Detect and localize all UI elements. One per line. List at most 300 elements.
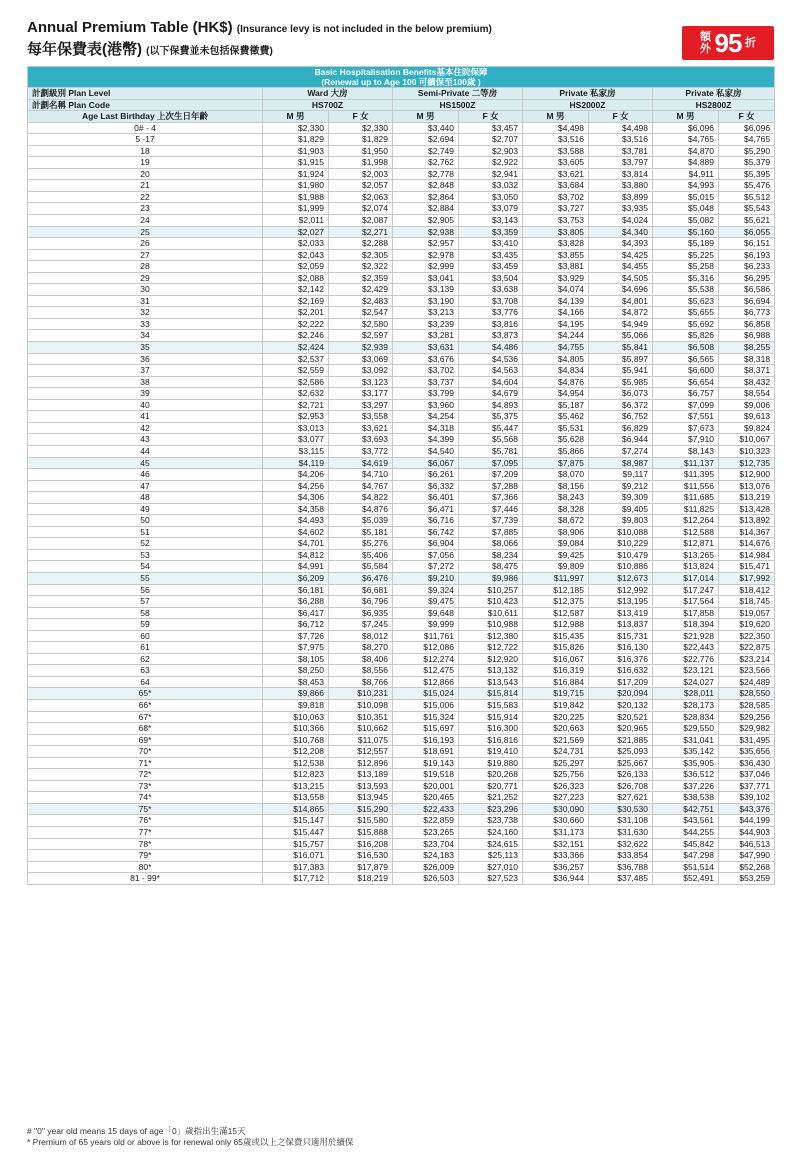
age-cell: 19 [28,157,263,169]
premium-cell: $8,406 [329,653,393,665]
premium-cell: $4,755 [523,342,589,354]
premium-cell: $2,721 [263,399,329,411]
title-chinese [27,40,787,62]
premium-cell: $6,332 [393,480,459,492]
premium-cell: $1,980 [263,180,329,192]
premium-cell: $12,208 [263,746,329,758]
premium-cell: $25,297 [523,757,589,769]
premium-cell: $11,137 [653,457,719,469]
premium-cell: $3,799 [393,388,459,400]
table-row [28,526,775,538]
title-zh-note: (以下保費並未包括保費徵費) [146,46,273,57]
premium-cell: $10,229 [589,538,653,550]
premium-cell: $4,256 [263,480,329,492]
premium-cell: $42,751 [653,803,719,815]
premium-cell: $4,911 [653,168,719,180]
premium-cell: $3,702 [523,191,589,203]
premium-cell: $13,558 [263,792,329,804]
premium-cell: $3,504 [459,272,523,284]
premium-cell: $4,993 [653,180,719,192]
premium-cell: $12,673 [589,572,653,584]
premium-cell: $2,537 [263,353,329,365]
premium-cell: $3,457 [459,122,523,134]
premium-cell: $3,702 [393,365,459,377]
premium-cell: $8,453 [263,676,329,688]
premium-cell: $22,875 [719,642,775,654]
table-row [28,861,775,873]
premium-cell: $7,975 [263,642,329,654]
premium-cell: $3,440 [393,122,459,134]
premium-cell: $4,765 [719,134,775,146]
premium-cell: $15,580 [329,815,393,827]
premium-cell: $15,447 [263,827,329,839]
premium-cell: $12,871 [653,538,719,550]
discount-prefix-bottom: 外 [700,43,712,55]
premium-cell: $4,024 [589,215,653,227]
premium-cell: $2,597 [329,330,393,342]
premium-cell: $21,569 [523,734,589,746]
premium-cell: $22,443 [653,642,719,654]
premium-cell: $7,366 [459,492,523,504]
premium-cell: $10,351 [329,711,393,723]
age-cell: 41 [28,411,263,423]
table-row [28,157,775,169]
premium-cell: $5,623 [653,295,719,307]
premium-cell: $4,340 [589,226,653,238]
table-row [28,191,775,203]
premium-cell: $5,187 [523,399,589,411]
premium-cell: $3,929 [523,272,589,284]
premium-cell: $3,190 [393,295,459,307]
premium-cell: $8,270 [329,642,393,654]
age-cell: 48 [28,492,263,504]
premium-cell: $23,296 [459,803,523,815]
premium-cell: $7,739 [459,515,523,527]
premium-cell: $3,753 [523,215,589,227]
table-row [28,434,775,446]
premium-cell: $17,858 [653,607,719,619]
premium-cell: $9,425 [523,549,589,561]
premium-cell: $6,752 [589,411,653,423]
premium-cell: $4,893 [459,399,523,411]
premium-cell: $16,130 [589,642,653,654]
premium-cell: $12,866 [393,676,459,688]
premium-cell: $4,498 [589,122,653,134]
premium-cell: $8,556 [329,665,393,677]
premium-cell: $4,493 [263,515,329,527]
premium-cell: $15,471 [719,561,775,573]
banner-line-1: Basic Hospitalisation Benefits基本住院保障 [314,67,488,77]
gender-header: F 女 [329,111,393,123]
age-cell: 18 [28,145,263,157]
premium-cell: $2,222 [263,318,329,330]
table-row [28,284,775,296]
age-cell: 39 [28,388,263,400]
premium-cell: $2,043 [263,249,329,261]
premium-cell: $12,587 [523,607,589,619]
premium-cell: $28,550 [719,688,775,700]
age-cell: 61 [28,642,263,654]
premium-cell: $4,801 [589,295,653,307]
premium-cell: $36,257 [523,861,589,873]
table-row [28,168,775,180]
premium-cell: $5,476 [719,180,775,192]
premium-cell: $16,530 [329,850,393,862]
premium-cell: $6,073 [589,388,653,400]
table-row [28,515,775,527]
premium-cell: $24,027 [653,676,719,688]
age-cell: 56 [28,584,263,596]
premium-cell: $3,631 [393,342,459,354]
premium-cell: $7,099 [653,399,719,411]
premium-cell: $3,032 [459,180,523,192]
age-cell: 64 [28,676,263,688]
premium-cell: $6,096 [719,122,775,134]
discount-prefix-top: 額 [700,31,712,43]
premium-cell: $53,259 [719,873,775,885]
premium-cell: $10,067 [719,434,775,446]
age-cell: 31 [28,295,263,307]
age-cell: 23 [28,203,263,215]
premium-cell: $18,219 [329,873,393,885]
premium-cell: $1,829 [263,134,329,146]
premium-cell: $6,471 [393,503,459,515]
age-cell: 80* [28,861,263,873]
premium-cell: $13,593 [329,780,393,792]
premium-cell: $29,982 [719,723,775,735]
premium-cell: $51,514 [653,861,719,873]
premium-cell: $2,359 [329,272,393,284]
premium-cell: $20,094 [589,688,653,700]
premium-cell: $19,842 [523,699,589,711]
premium-cell: $37,485 [589,873,653,885]
premium-cell: $3,880 [589,180,653,192]
premium-cell: $11,685 [653,492,719,504]
premium-cell: $36,512 [653,769,719,781]
premium-cell: $12,896 [329,757,393,769]
age-cell: 62 [28,653,263,665]
premium-cell: $21,885 [589,734,653,746]
age-cell: 59 [28,619,263,631]
premium-cell: $9,613 [719,411,775,423]
premium-cell: $2,941 [459,168,523,180]
premium-cell: $4,486 [459,342,523,354]
age-cell: 38 [28,376,263,388]
age-cell: 24 [28,215,263,227]
premium-cell: $3,588 [523,145,589,157]
premium-cell: $3,727 [523,203,589,215]
premium-cell: $18,412 [719,584,775,596]
table-row [28,746,775,758]
premium-cell: $3,605 [523,157,589,169]
table-row [28,342,775,354]
premium-cell: $10,662 [329,723,393,735]
age-cell: 27 [28,249,263,261]
age-cell: 58 [28,607,263,619]
premium-cell: $24,183 [393,850,459,862]
premium-cell: $6,096 [653,122,719,134]
age-cell: 44 [28,445,263,457]
premium-cell: $2,033 [263,238,329,250]
premium-cell: $12,823 [263,769,329,781]
premium-cell: $17,564 [653,596,719,608]
premium-cell: $5,039 [329,515,393,527]
premium-cell: $35,656 [719,746,775,758]
premium-cell: $9,084 [523,538,589,550]
premium-cell: $26,708 [589,780,653,792]
premium-cell: $19,620 [719,619,775,631]
premium-cell: $12,988 [523,619,589,631]
premium-cell: $20,521 [589,711,653,723]
table-row [28,411,775,423]
premium-cell: $4,505 [589,272,653,284]
premium-cell: $5,290 [719,145,775,157]
premium-cell: $8,371 [719,365,775,377]
premium-cell: $9,986 [459,572,523,584]
premium-cell: $7,274 [589,445,653,457]
premium-cell: $5,985 [589,376,653,388]
premium-cell: $25,756 [523,769,589,781]
premium-cell: $29,256 [719,711,775,723]
premium-cell: $24,489 [719,676,775,688]
age-cell: 37 [28,365,263,377]
premium-cell: $8,672 [523,515,589,527]
premium-cell: $8,012 [329,630,393,642]
premium-cell: $5,225 [653,249,719,261]
table-row [28,803,775,815]
plan-code-hs2800z: HS2800Z [653,99,775,111]
plan-code-row [28,99,775,111]
premium-cell: $43,561 [653,815,719,827]
premium-cell: $9,309 [589,492,653,504]
premium-cell: $12,475 [393,665,459,677]
premium-cell: $13,824 [653,561,719,573]
table-row [28,318,775,330]
gender-header: F 女 [589,111,653,123]
premium-cell: $5,568 [459,434,523,446]
premium-cell: $4,991 [263,561,329,573]
premium-cell: $8,066 [459,538,523,550]
premium-cell: $31,041 [653,734,719,746]
premium-cell: $36,788 [589,861,653,873]
premium-cell: $15,914 [459,711,523,723]
plan-level-label: 計劃級別 Plan Level [28,88,263,100]
premium-cell: $1,829 [329,134,393,146]
premium-cell: $8,987 [589,457,653,469]
age-cell: 30 [28,284,263,296]
premium-cell: $5,897 [589,353,653,365]
premium-cell: $6,773 [719,307,775,319]
premium-cell: $2,939 [329,342,393,354]
premium-cell: $3,737 [393,376,459,388]
age-cell: 47 [28,480,263,492]
premium-cell: $2,905 [393,215,459,227]
table-row [28,492,775,504]
premium-cell: $24,160 [459,827,523,839]
premium-cell: $26,503 [393,873,459,885]
premium-cell: $3,516 [589,134,653,146]
premium-cell: $3,092 [329,365,393,377]
premium-cell: $7,245 [329,619,393,631]
premium-cell: $8,328 [523,503,589,515]
premium-cell: $10,768 [263,734,329,746]
gender-header-row [28,111,775,123]
premium-cell: $19,143 [393,757,459,769]
premium-cell: $2,059 [263,261,329,273]
premium-cell: $16,319 [523,665,589,677]
premium-cell: $10,886 [589,561,653,573]
title-en-main: Annual Premium Table (HK$) [27,19,233,36]
premium-cell: $15,731 [589,630,653,642]
premium-cell: $4,710 [329,469,393,481]
age-cell: 34 [28,330,263,342]
premium-cell: $5,160 [653,226,719,238]
premium-cell: $15,757 [263,838,329,850]
premium-cell: $2,957 [393,238,459,250]
premium-cell: $6,209 [263,572,329,584]
premium-cell: $10,257 [459,584,523,596]
premium-cell: $13,219 [719,492,775,504]
premium-cell: $7,875 [523,457,589,469]
age-cell: 26 [28,238,263,250]
premium-cell: $23,121 [653,665,719,677]
premium-cell: $4,767 [329,480,393,492]
premium-cell: $2,632 [263,388,329,400]
table-row [28,180,775,192]
premium-cell: $5,066 [589,330,653,342]
premium-cell: $4,455 [589,261,653,273]
premium-cell: $27,010 [459,861,523,873]
premium-cell: $3,776 [459,307,523,319]
table-row [28,688,775,700]
premium-cell: $5,181 [329,526,393,538]
premium-cell: $17,247 [653,584,719,596]
premium-cell: $2,087 [329,215,393,227]
premium-cell: $3,708 [459,295,523,307]
premium-cell: $4,195 [523,318,589,330]
plan-code-hs1500z: HS1500Z [393,99,523,111]
premium-cell: $2,201 [263,307,329,319]
premium-cell: $9,210 [393,572,459,584]
discount-prefix [700,31,712,55]
premium-cell: $5,781 [459,445,523,457]
premium-cell: $5,655 [653,307,719,319]
premium-cell: $3,139 [393,284,459,296]
age-cell: 43 [28,434,263,446]
premium-cell: $2,938 [393,226,459,238]
premium-cell: $2,547 [329,307,393,319]
premium-cell: $5,628 [523,434,589,446]
premium-cell: $38,538 [653,792,719,804]
premium-cell: $6,508 [653,342,719,354]
premium-cell: $15,290 [329,803,393,815]
premium-cell: $12,264 [653,515,719,527]
banner-line-2: (Renewal up to Age 100 可續保至100歲 ) [321,77,481,87]
premium-cell: $2,978 [393,249,459,261]
premium-cell: $23,265 [393,827,459,839]
premium-cell: $13,076 [719,480,775,492]
premium-cell: $4,954 [523,388,589,400]
gender-header: F 女 [719,111,775,123]
premium-cell: $6,055 [719,226,775,238]
premium-cell: $24,731 [523,746,589,758]
premium-cell: $4,679 [459,388,523,400]
gender-header: M 男 [393,111,459,123]
premium-cell: $3,297 [329,399,393,411]
premium-cell: $16,071 [263,850,329,862]
table-row [28,873,775,885]
premium-cell: $4,876 [329,503,393,515]
premium-cell: $6,742 [393,526,459,538]
premium-cell: $8,475 [459,561,523,573]
age-cell: 65* [28,688,263,700]
premium-cell: $4,393 [589,238,653,250]
premium-cell: $22,859 [393,815,459,827]
premium-cell: $2,003 [329,168,393,180]
premium-cell: $13,195 [589,596,653,608]
premium-cell: $8,156 [523,480,589,492]
premium-cell: $20,771 [459,780,523,792]
premium-cell: $11,395 [653,469,719,481]
premium-cell: $23,704 [393,838,459,850]
premium-cell: $9,818 [263,699,329,711]
premium-cell: $3,077 [263,434,329,446]
premium-cell: $23,566 [719,665,775,677]
premium-cell: $4,540 [393,445,459,457]
table-row [28,388,775,400]
premium-cell: $16,208 [329,838,393,850]
premium-cell: $3,873 [459,330,523,342]
premium-cell: $20,132 [589,699,653,711]
premium-cell: $8,318 [719,353,775,365]
premium-cell: $2,288 [329,238,393,250]
premium-cell: $20,268 [459,769,523,781]
table-row [28,122,775,134]
age-cell: 66* [28,699,263,711]
premium-cell: $5,543 [719,203,775,215]
premium-cell: $12,375 [523,596,589,608]
table-row [28,711,775,723]
premium-cell: $15,324 [393,711,459,723]
premium-cell: $15,888 [329,827,393,839]
age-column-header: Age Last Birthday 上次生日年齡 [28,111,263,123]
premium-cell: $2,027 [263,226,329,238]
table-row [28,295,775,307]
premium-cell: $9,405 [589,503,653,515]
premium-cell: $2,429 [329,284,393,296]
premium-cell: $4,563 [459,365,523,377]
premium-cell: $8,250 [263,665,329,677]
premium-cell: $8,255 [719,342,775,354]
premium-cell: $8,143 [653,445,719,457]
premium-cell: $2,330 [263,122,329,134]
title-english [27,18,787,40]
premium-cell: $9,809 [523,561,589,573]
age-cell: 45 [28,457,263,469]
premium-cell: $1,998 [329,157,393,169]
premium-cell: $12,722 [459,642,523,654]
premium-cell: $25,093 [589,746,653,758]
premium-cell: $16,632 [589,665,653,677]
premium-cell: $43,376 [719,803,775,815]
premium-cell: $5,082 [653,215,719,227]
premium-cell: $1,903 [263,145,329,157]
premium-cell: $6,288 [263,596,329,608]
age-cell: 71* [28,757,263,769]
premium-cell: $2,749 [393,145,459,157]
table-row [28,134,775,146]
premium-cell: $2,864 [393,191,459,203]
